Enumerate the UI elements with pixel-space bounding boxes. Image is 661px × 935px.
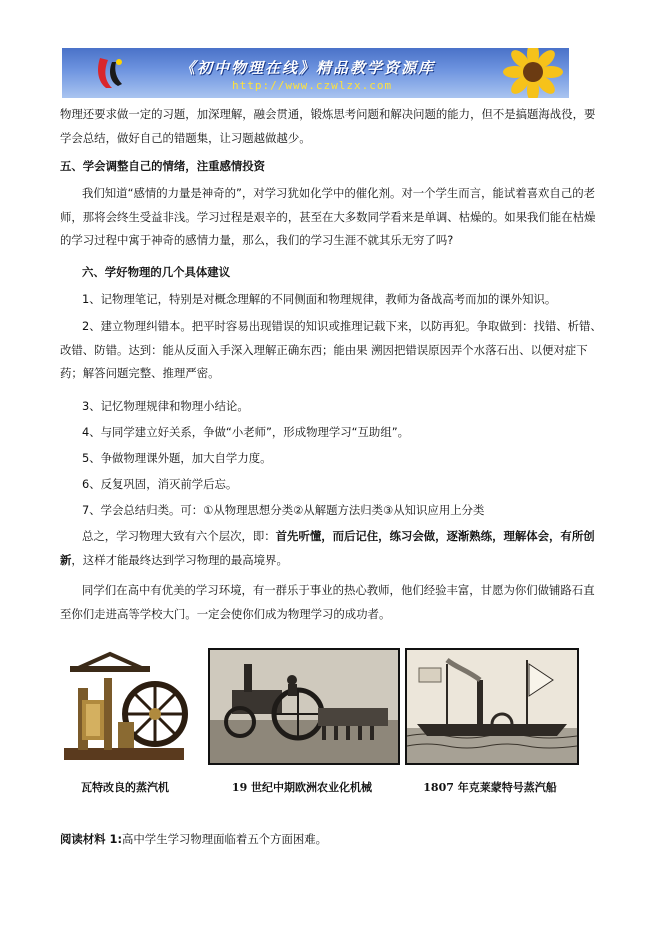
- summary-levels: 首先听懂，而后记住，练习会做，逐渐熟练，理解体会，有所创新: [60, 529, 595, 567]
- suggestion-5: 5、争做物理课外题，加大自学力度。: [82, 451, 272, 465]
- summary-tail: ，这样才能最终达到学习物理的最高境界。: [71, 552, 288, 567]
- reading-label: 阅读材料 1:: [60, 832, 123, 846]
- paragraph-practice: 物理还要求做一定的习题，加深理解，融会贯通，锻炼思考问题和解决问题的能力，但不是搞题海战役，要学会总结，做好自己的错题集，让习题越做越少。: [60, 107, 596, 145]
- banner-title: 《初中物理在线》精品教学资源库: [180, 59, 436, 77]
- suggestion-3: 3、记忆物理规律和物理小结论。: [82, 399, 249, 413]
- banner-url[interactable]: http://www.czwlzx.com: [232, 79, 393, 92]
- paragraph-closing: 同学们在高中有优美的学习环境，有一群乐于事业的热心教师，他们经验丰富，甘愿为你们做铺路石直至你们走进高等学校大门。一定会使你们成为物理学习的成功者。: [60, 583, 595, 621]
- sunflower-icon: [503, 48, 563, 98]
- reading-text: 高中学生学习物理面临着五个方面困难。: [122, 832, 328, 846]
- header-banner: [62, 48, 569, 98]
- site-logo-icon: [92, 54, 128, 92]
- suggestion-7: 7、学会总结归类。可：①从物理思想分类②从解题方法归类③从知识应用上分类: [82, 503, 485, 517]
- suggestion-1: 1、记物理笔记，特别是对概念理解的不同侧面和物理规律，教师为备战高考而加的课外知识。: [82, 292, 557, 306]
- suggestion-4: 4、与同学建立好关系，争做“小老师”，形成物理学习“互助组”。: [82, 425, 410, 439]
- caption-agricultural-machinery: 19 世纪中期欧洲农业化机械: [231, 781, 373, 794]
- section-heading-6: 六、学好物理的几个具体建议: [82, 265, 231, 279]
- section-heading-5: 五、学会调整自己的情绪，注重感情投资: [60, 159, 266, 173]
- reading-material: [60, 828, 605, 852]
- summary-paragraph: [60, 525, 605, 572]
- agricultural-machinery-image: [208, 648, 400, 765]
- watt-steam-engine-image: [60, 648, 190, 766]
- summary-lead: 总之，学习物理大致有六个层次，即：: [82, 529, 276, 543]
- caption-watt-engine: 瓦特改良的蒸汽机: [81, 781, 169, 794]
- caption-clermont-steamboat: 1807 年克莱蒙特号蒸汽船: [423, 781, 557, 794]
- suggestion-2: 2、建立物理纠错本。把平时容易出现错误的知识或推理记载下来，以防再犯。争取做到：找错、析错、改错、防错。达到：能从反面入手深入理解正确东西；能由果 溯因把错误原因弄个水落石出、以便对症下药；解答问题完整、推理严密。: [60, 319, 602, 380]
- paragraph-emotion: 我们知道“感情的力量是神奇的”，对学习犹如化学中的催化剂。对一个学生而言，能试着喜欢自己的老师，那将会终生受益非浅。学习过程是艰辛的，甚至在大多数同学看来是单调、枯燥的。如果我们能在枯燥的学习过程中寓于神奇的感情力量，那么，我们的学习生涯不就其乐无穷了吗?: [60, 186, 596, 247]
- clermont-steamboat-image: [405, 648, 579, 765]
- suggestion-6: 6、反复巩固，消灭前学后忘。: [82, 477, 238, 491]
